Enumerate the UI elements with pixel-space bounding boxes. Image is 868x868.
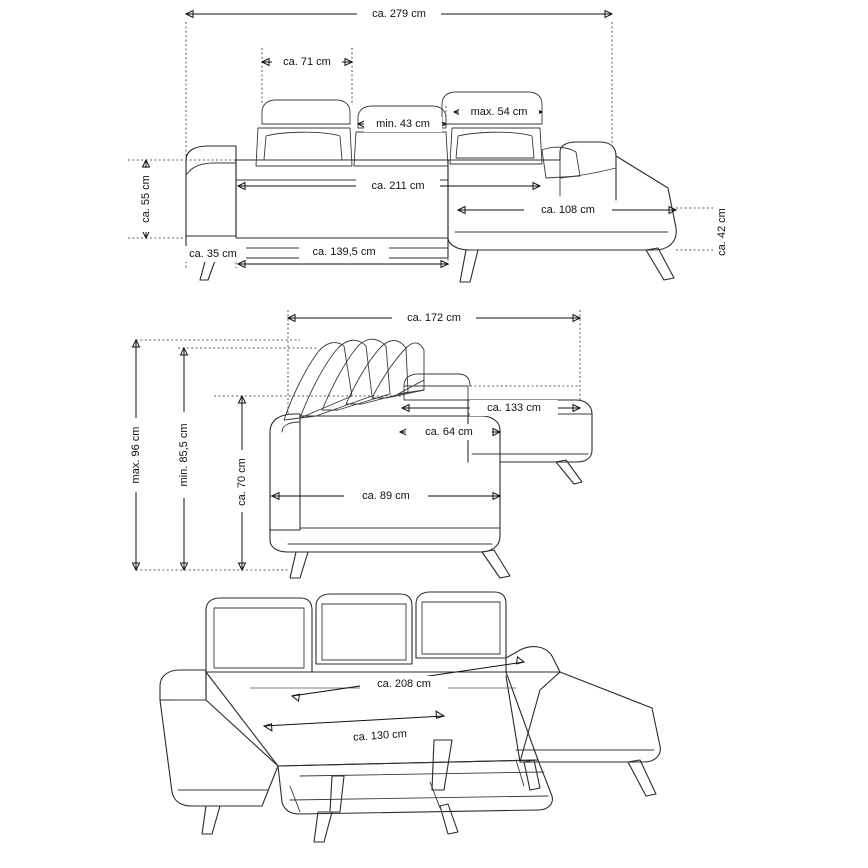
label-seat-depth: ca. 64 cm [425, 425, 473, 438]
side-elevation-view [128, 310, 592, 578]
dimension-backrest-max-height [454, 105, 542, 120]
label-max-height: max. 96 cm [129, 426, 142, 484]
dimension-min-height [176, 348, 192, 570]
label-armrest-height: ca. 55 cm [139, 175, 152, 223]
front-extension-lines [128, 22, 730, 268]
dimension-seat-depth [400, 424, 500, 440]
side-sofa-outline [270, 339, 592, 578]
dimension-body-depth [272, 488, 500, 504]
label-backrest-min-height: min. 43 cm [376, 117, 430, 130]
dimension-chaise-depth [402, 400, 580, 416]
dimension-max-height [128, 340, 144, 570]
label-headrest-width: ca. 71 cm [283, 55, 331, 68]
dimension-backrest-min-height [358, 117, 446, 132]
side-extension-lines [136, 310, 580, 570]
label-chaise-width: ca. 108 cm [541, 203, 595, 216]
label-armrest-width: ca. 35 cm [189, 247, 237, 260]
dimension-seat-section-width [238, 244, 448, 268]
label-total-depth: ca. 172 cm [407, 311, 461, 324]
dimension-headrest-width [262, 54, 352, 70]
dimension-chaise-width [458, 202, 676, 218]
label-chaise-depth: ca. 133 cm [487, 401, 541, 414]
label-seat-section-width: ca. 139,5 cm [312, 245, 376, 258]
dimension-total-width [186, 6, 612, 22]
dimension-armrest-width [180, 246, 246, 262]
label-total-width: ca. 279 cm [372, 7, 426, 20]
dimension-seat-height [714, 204, 730, 260]
label-seat-height: ca. 42 cm [715, 208, 728, 256]
label-seat-width-inner: ca. 211 cm [371, 179, 425, 192]
label-backrest-height: ca. 70 cm [235, 458, 248, 506]
bed-sofa-outline [160, 592, 660, 842]
label-min-height: min. 85,5 cm [177, 423, 190, 487]
dimension-bed-width [264, 711, 444, 744]
dimension-armrest-height [138, 160, 154, 238]
dimension-total-depth [288, 310, 580, 326]
label-body-depth: ca. 89 cm [362, 489, 410, 502]
dimension-backrest-height [234, 396, 250, 570]
label-bed-length: ca. 208 cm [377, 677, 431, 690]
label-bed-width: ca. 130 cm [352, 728, 408, 744]
label-backrest-max-height: max. 54 cm [470, 105, 528, 118]
sleeping-function-perspective-view [160, 592, 660, 842]
front-elevation-view [128, 6, 730, 282]
